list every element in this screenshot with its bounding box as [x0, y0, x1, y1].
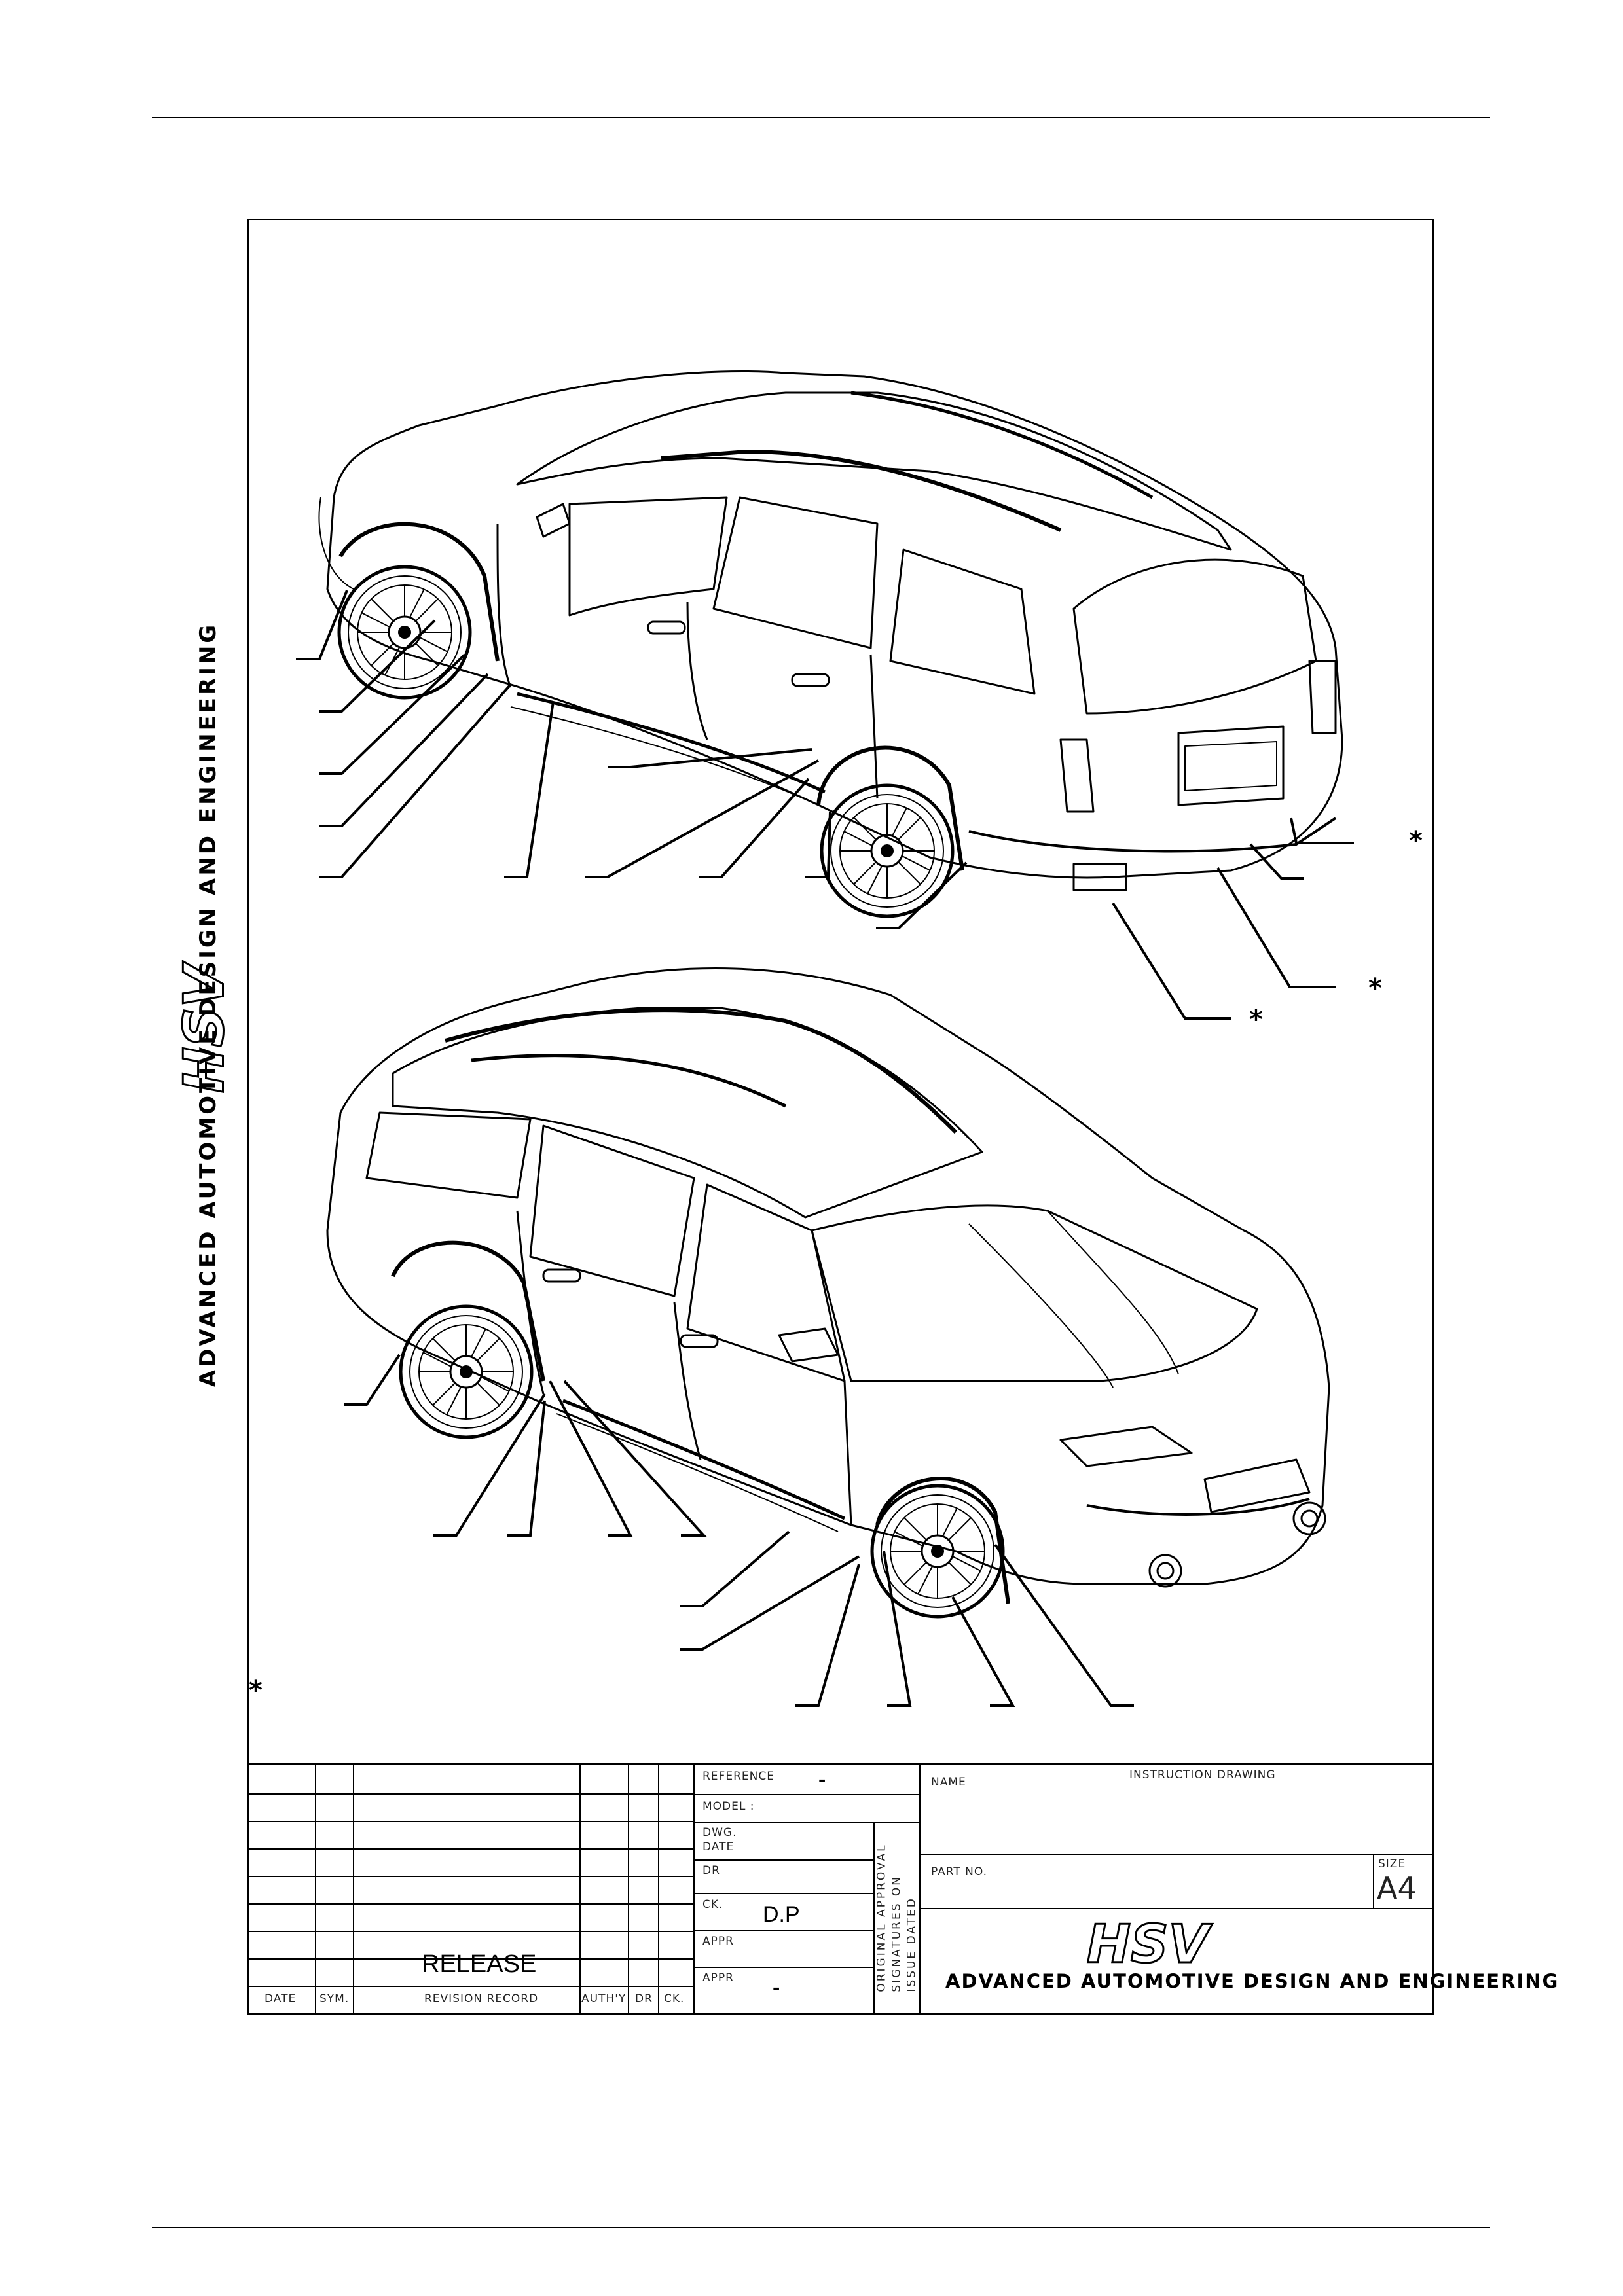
asterisk-marker: * — [1249, 1005, 1263, 1035]
approval-note-line-1: ORIGINAL APPROVAL — [875, 1843, 888, 1992]
ck-value: D.P — [763, 1902, 800, 1927]
approval-note-line-3: ISSUE DATED — [905, 1897, 919, 1992]
approval-note — [875, 1843, 920, 1992]
release-text: RELEASE — [422, 1950, 537, 1978]
appr-value: - — [773, 1975, 780, 2000]
appr-label-1: APPR — [702, 1935, 734, 1948]
reference-value: - — [818, 1767, 826, 1792]
rev-header-dr: DR — [635, 1992, 653, 2005]
rev-header-sym: SYM. — [319, 1992, 350, 2005]
asterisk-marker: * — [1368, 973, 1382, 1003]
title-logo-text: HSV — [1087, 1914, 1209, 1975]
car-view-front — [327, 969, 1329, 1604]
model-label: MODEL : — [702, 1800, 755, 1813]
rev-header-record: REVISION RECORD — [424, 1992, 539, 2005]
name-value: INSTRUCTION DRAWING — [1129, 1768, 1276, 1782]
date-label: DATE — [702, 1840, 735, 1854]
asterisk-marker: * — [1409, 826, 1423, 856]
size-value: A4 — [1377, 1871, 1417, 1906]
rev-header-authy: AUTH'Y — [581, 1992, 627, 2005]
asterisk-marker: * — [249, 1676, 263, 1706]
part-no-label: PART NO. — [931, 1865, 987, 1878]
title-logo — [1087, 1914, 1213, 1975]
rev-header-date: DATE — [264, 1992, 297, 2005]
name-label: NAME — [931, 1776, 966, 1789]
dr-label: DR — [702, 1864, 720, 1877]
title-company-name: ADVANCED AUTOMOTIVE DESIGN AND ENGINEERING — [945, 1970, 1559, 1992]
approval-note-line-2: SIGNATURES ON — [890, 1874, 903, 1992]
ck-label: CK. — [702, 1898, 723, 1911]
side-company-name: ADVANCED AUTOMOTIVE DESIGN AND ENGINEERING — [195, 622, 221, 1388]
side-logo-text: HSV — [177, 965, 232, 1093]
appr-label-2: APPR — [702, 1971, 734, 1984]
dwg-label: DWG. — [702, 1826, 737, 1839]
leader-lines-bottom — [344, 1355, 1134, 1706]
rev-header-ck: CK. — [664, 1992, 685, 2005]
size-label: SIZE — [1378, 1857, 1406, 1871]
reference-label: REFERENCE — [702, 1770, 775, 1783]
